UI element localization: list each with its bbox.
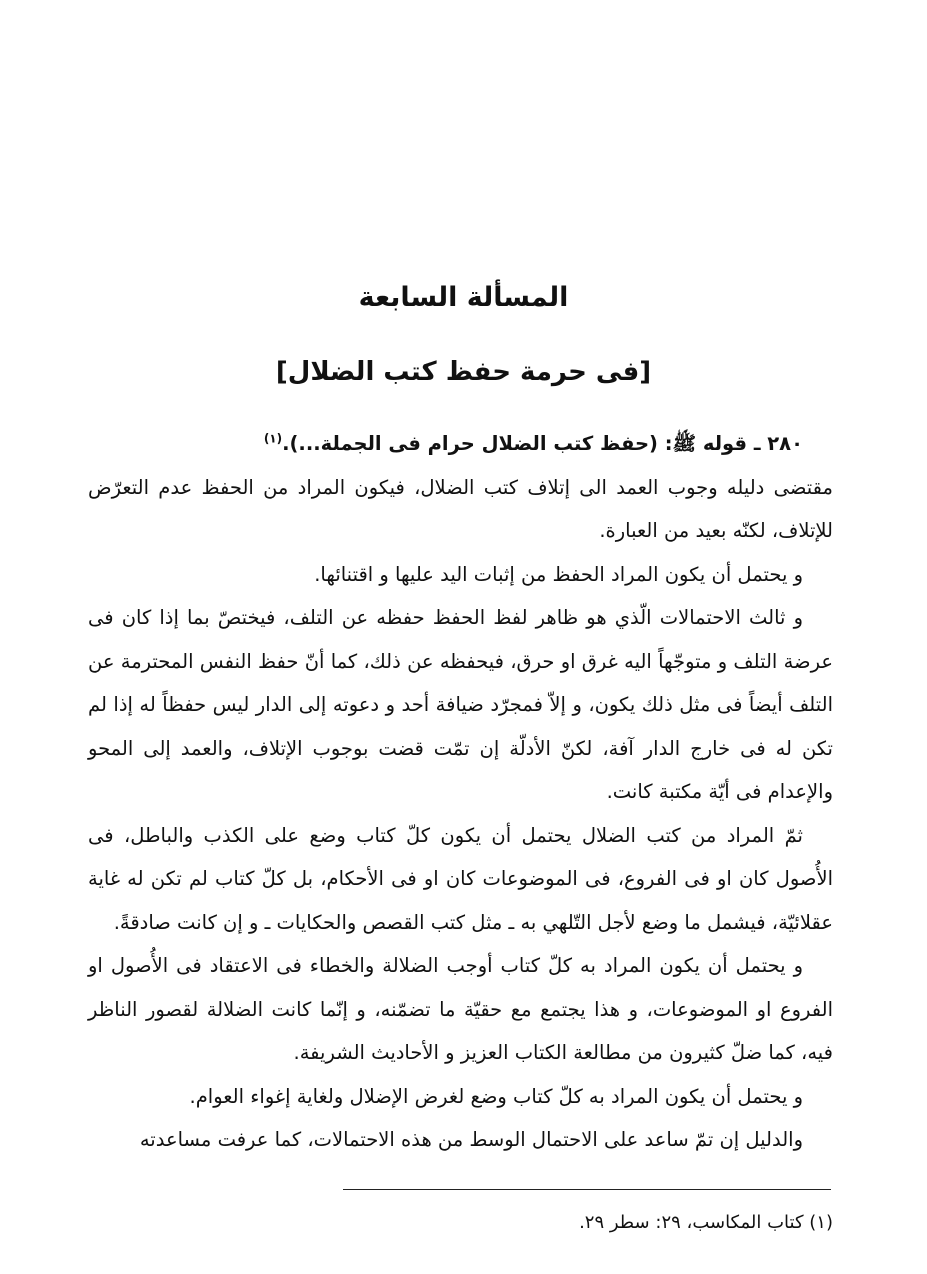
paragraph: ثمّ المراد من كتب الضلال يحتمل أن يكون كلّ كتاب وضع على الكذب والباطل، فى الأُصول كان او فى الفروع، فى الموضوعات كان او فى الأحكام، بل كلّ كتاب لم تكن له غاية عقلائيّة، فيشمل ما وضع لأجل التّلهي به ـ مثل كتب القصص والحكايات ـ و إن كانت صادقةً. — [88, 823, 833, 934]
paragraph: و ثالث الاحتمالات الّذي هو ظاهر لفظ الحفظ حفظه عن التلف، فيختصّ بما إذا كان فى عرضة التلف و متوجّهاً اليه غرق او حرق، فيحفظه عن ذلك، كما أنّ حفظ النفس المحترمة عن التلف أيضاً فى مثل ذلك يكون، و إلاّ فمجرّد ضيافة أحد و دعوته إلى الدار ليس حفظاً له إذا لم تكن له فى خارج الدار آفة، لكنّ الأدلّة إن تمّت قضت بوجوب الإتلاف، والعمد إلى المحو والإعدام فى أيّة مكتبة كانت. — [88, 606, 833, 803]
footnote-marker[interactable]: (١) — [263, 431, 283, 446]
entry-number: ٢٨٠ ـ قوله ﷺ: — [664, 432, 803, 455]
paragraph: و يحتمل أن يكون المراد الحفظ من إثبات اليد عليها و اقتنائها. — [314, 562, 803, 586]
footnote: (١) كتاب المكاسب، ٢٩: سطر ٢٩. — [579, 1212, 833, 1233]
entry-quote: (حفظ كتب الضلال حرام فى الجملة...). — [282, 432, 658, 455]
paragraph: مقتضى دليله وجوب العمد الى إتلاف كتب الضلال، فيكون المراد من الحفظ عدم التعرّض للإتلاف، لكنّه بعيد من العبارة. — [88, 475, 833, 542]
footnote-divider — [343, 1189, 831, 1190]
chapter-title: المسألة السابعة — [358, 282, 569, 313]
section-title: [فى حرمة حفظ كتب الضلال] — [275, 357, 652, 387]
paragraph: و يحتمل أن يكون المراد به كلّ كتاب وضع لغرض الإضلال ولغاية إغواء العوام. — [189, 1084, 803, 1108]
body-text — [88, 422, 833, 1162]
paragraph: والدليل إن تمّ ساعد على الاحتمال الوسط من هذه الاحتمالات، كما عرفت مساعدته — [139, 1128, 803, 1151]
paragraph: و يحتمل أن يكون المراد به كلّ كتاب أوجب الضلالة والخطاء فى الاعتقاد فى الأُصول او الفروع او الموضوعات، و هذا يجتمع مع حقيّة ما تضمّنه، و إنّما كانت الضلالة لقصور الناظر فيه، كما ضلّ كثيرون من مطالعة الكتاب العزيز و الأحاديث الشريفة. — [88, 954, 833, 1064]
entry-heading — [88, 422, 833, 466]
